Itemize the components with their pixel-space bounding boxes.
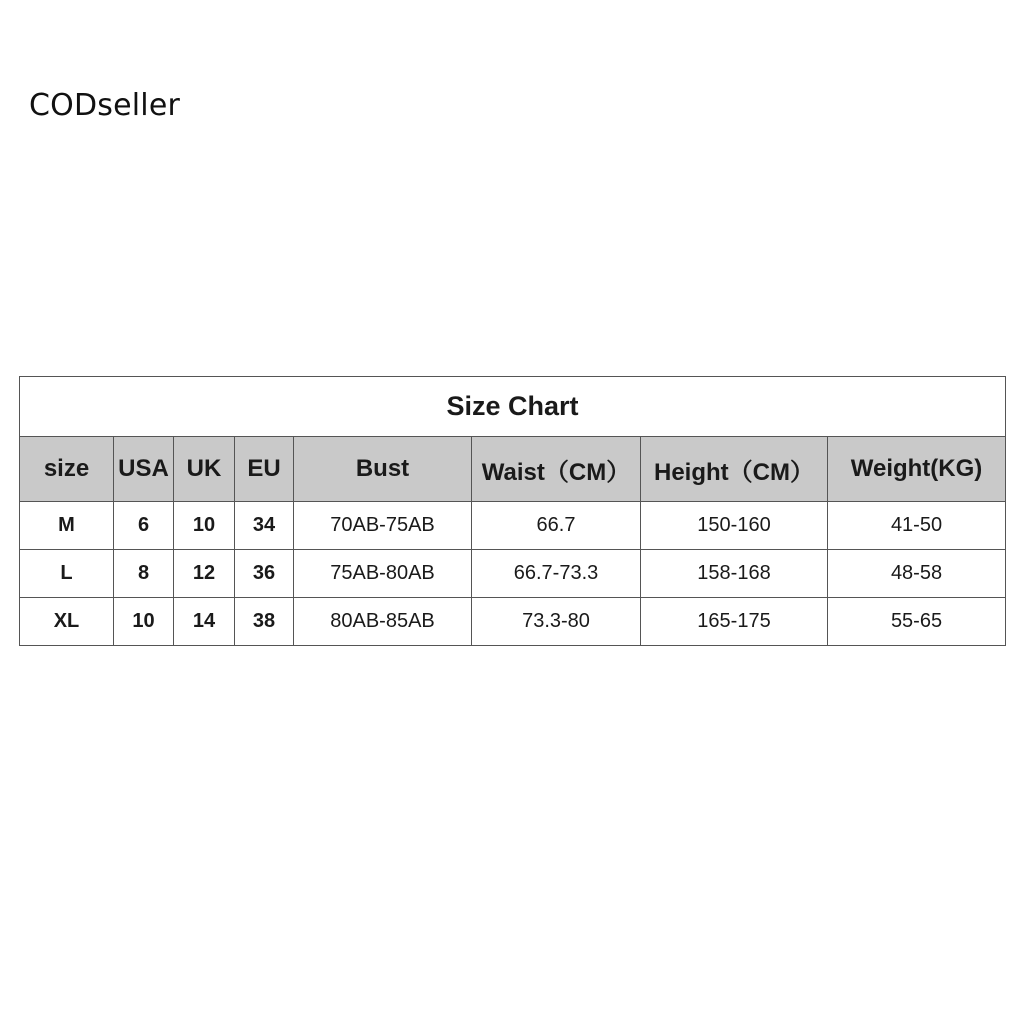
cell-height: 150-160 [641, 502, 828, 550]
cell-waist: 66.7 [472, 502, 641, 550]
cell-bust: 75AB-80AB [294, 550, 472, 598]
cell-eu: 38 [235, 598, 294, 646]
column-header-bust: Bust [294, 437, 472, 502]
cell-weight: 48-58 [828, 550, 1006, 598]
column-header-eu: EU [235, 437, 294, 502]
cell-uk: 10 [174, 502, 235, 550]
size-chart-table [19, 376, 1006, 646]
watermark-text: CODseller [29, 88, 181, 123]
cell-bust: 80AB-85AB [294, 598, 472, 646]
cell-usa: 6 [114, 502, 174, 550]
cell-size: L [20, 550, 114, 598]
cell-weight: 41-50 [828, 502, 1006, 550]
table-row [20, 598, 1006, 646]
cell-size: M [20, 502, 114, 550]
table-title-row [20, 377, 1006, 437]
table-title: Size Chart [20, 377, 1006, 437]
cell-size: XL [20, 598, 114, 646]
column-header-weight: Weight(KG) [828, 437, 1006, 502]
cell-waist: 66.7-73.3 [472, 550, 641, 598]
cell-usa: 10 [114, 598, 174, 646]
cell-usa: 8 [114, 550, 174, 598]
cell-uk: 14 [174, 598, 235, 646]
cell-height: 158-168 [641, 550, 828, 598]
column-header-size: size [20, 437, 114, 502]
cell-uk: 12 [174, 550, 235, 598]
cell-bust: 70AB-75AB [294, 502, 472, 550]
column-header-usa: USA [114, 437, 174, 502]
cell-eu: 36 [235, 550, 294, 598]
table-row [20, 502, 1006, 550]
cell-eu: 34 [235, 502, 294, 550]
table-header-row [20, 437, 1006, 502]
cell-waist: 73.3-80 [472, 598, 641, 646]
table-row [20, 550, 1006, 598]
cell-height: 165-175 [641, 598, 828, 646]
column-header-uk: UK [174, 437, 235, 502]
column-header-height: Height（CM） [641, 437, 828, 502]
cell-weight: 55-65 [828, 598, 1006, 646]
column-header-waist: Waist（CM） [472, 437, 641, 502]
